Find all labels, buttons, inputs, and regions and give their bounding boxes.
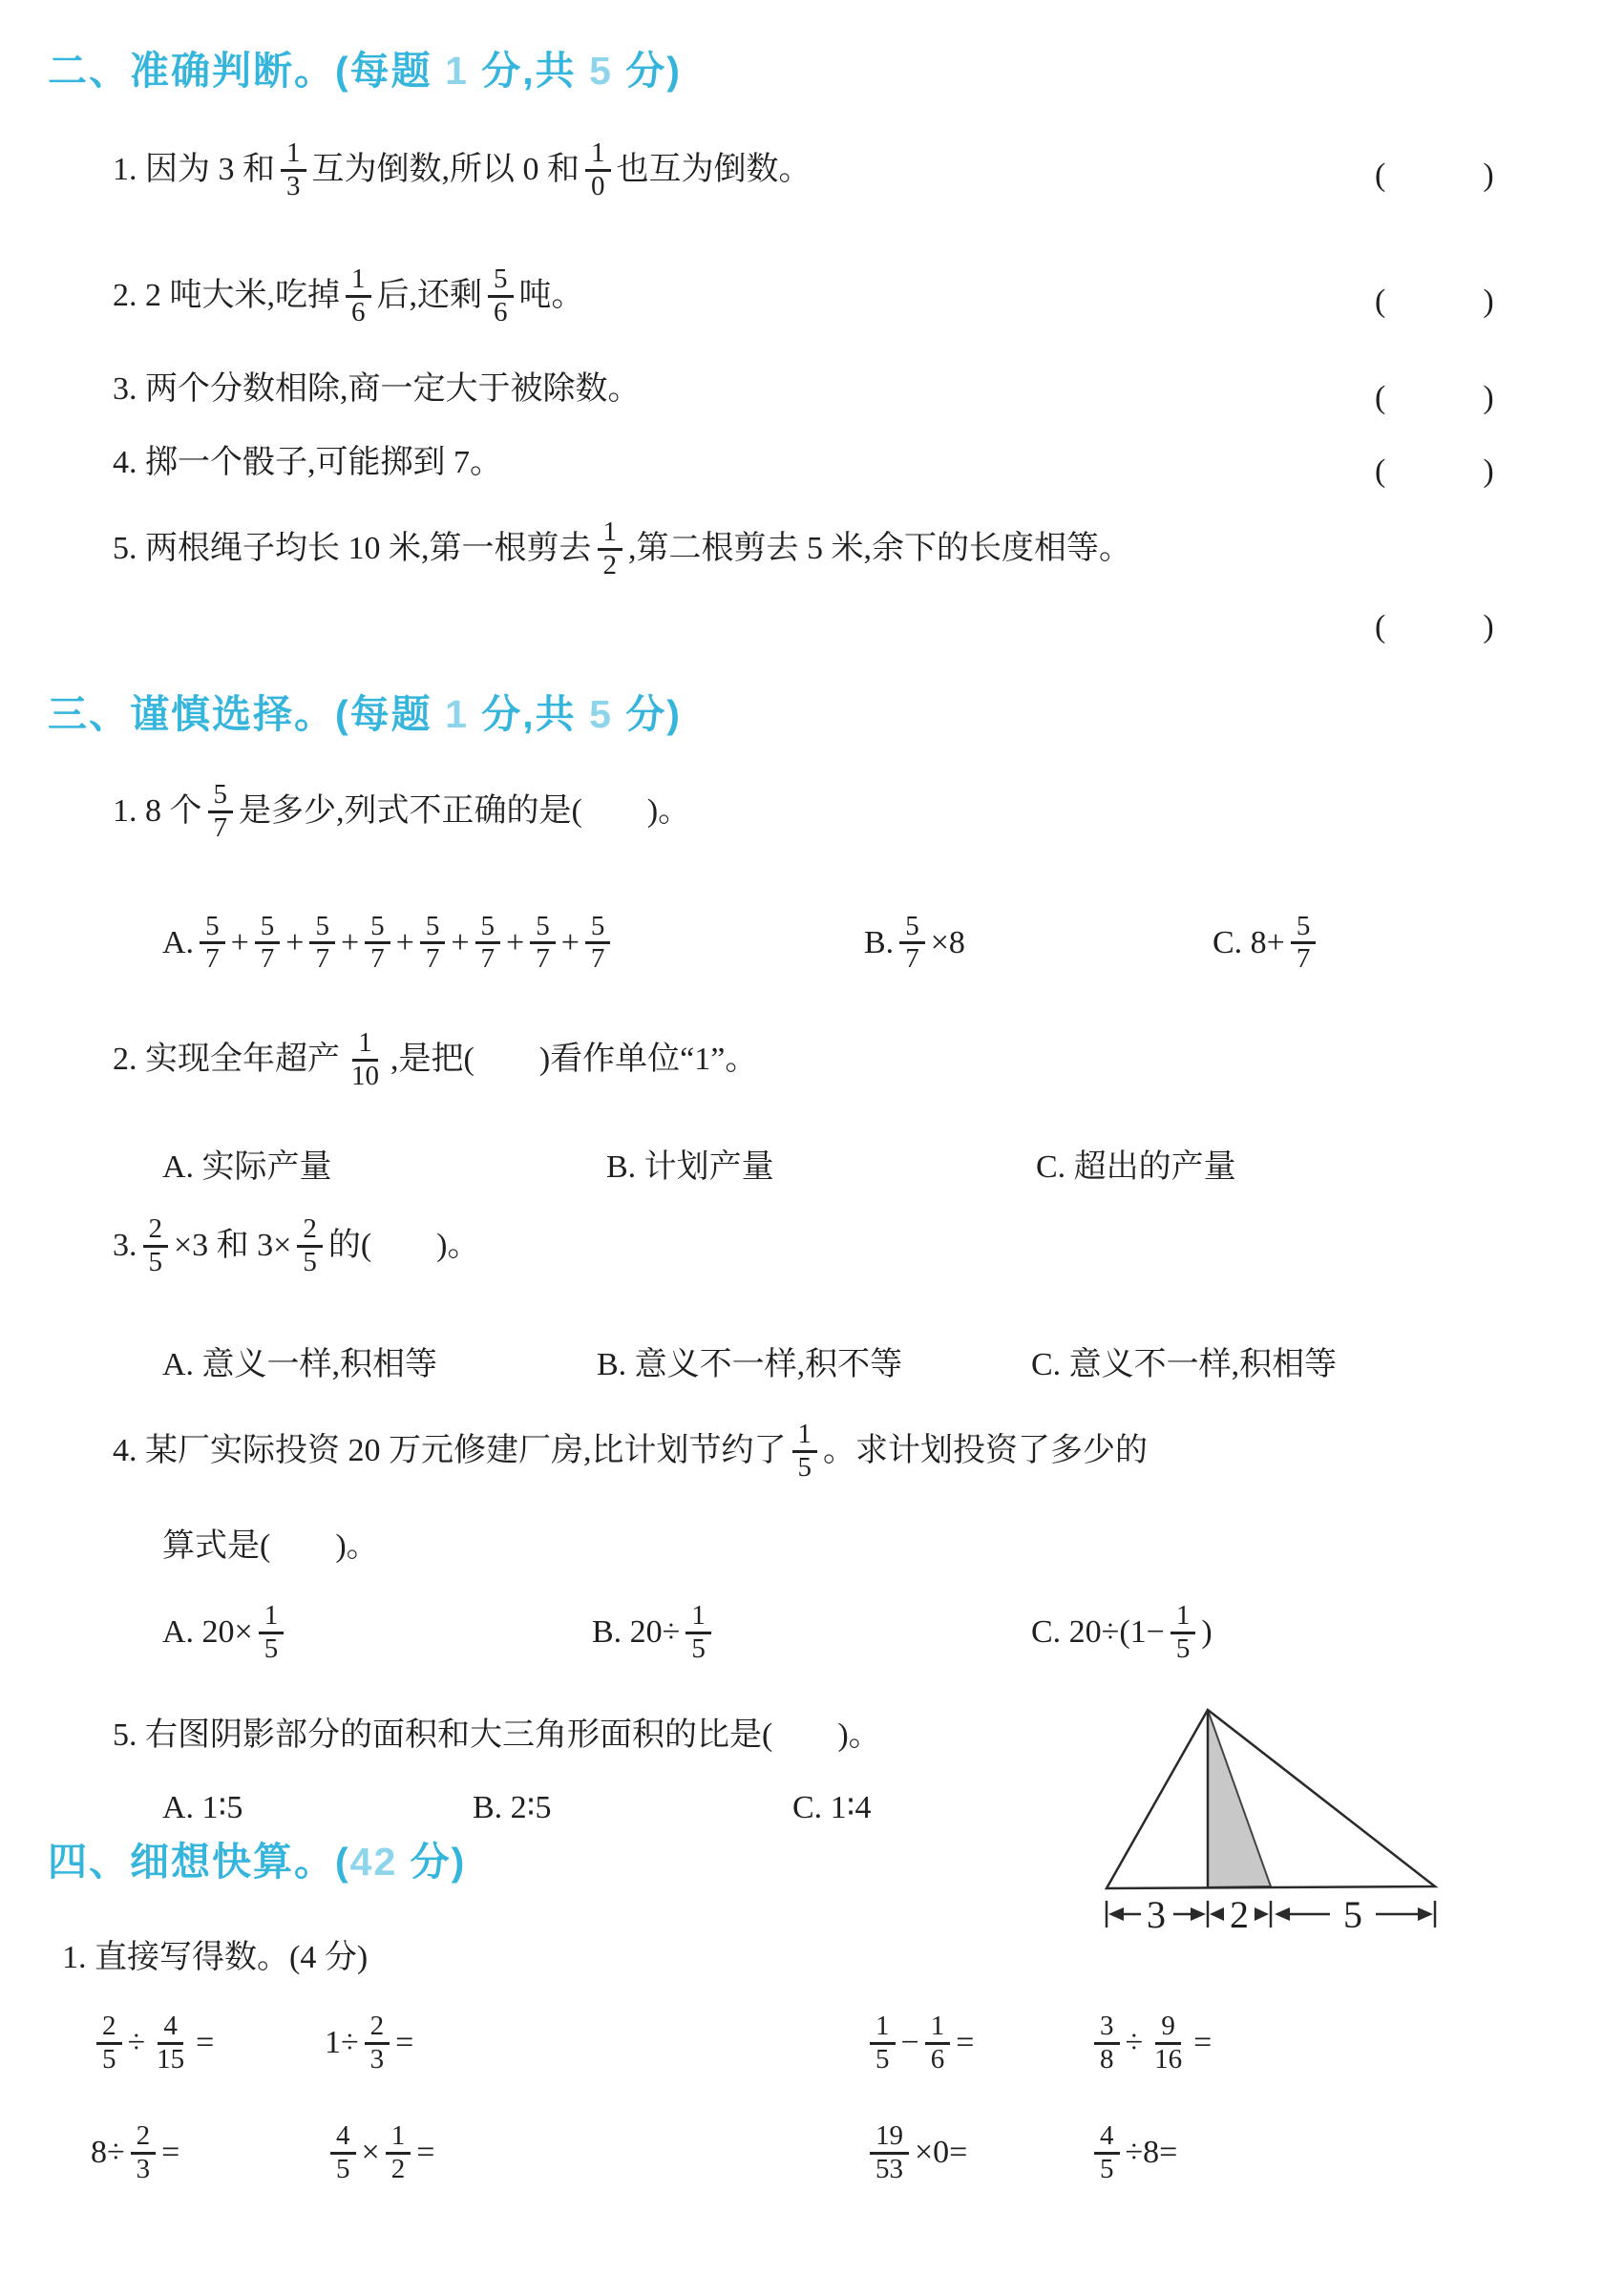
fraction: $\frac{2}{3}$ (365, 2012, 390, 2075)
choice-q1-option-c (1213, 893, 1321, 993)
text-run: 分) (612, 49, 682, 94)
text-run: A. 20× (162, 1614, 253, 1650)
fraction: $\frac{1}{2}$ (386, 2121, 411, 2184)
choice-q2-option-c (1036, 1141, 1236, 1185)
judge-q1 (113, 122, 812, 218)
answer-blank: ( ) (1375, 453, 1494, 489)
text-run: 算式是( )。 (162, 1527, 379, 1564)
fraction: $\frac{5}{7}$ (208, 780, 234, 843)
text-run: + (560, 924, 580, 960)
text-run: = (196, 2025, 215, 2060)
text-run: ÷8= (1125, 2135, 1178, 2170)
choice-q5-option-a (162, 1785, 243, 1829)
choice-q2-option-a (162, 1141, 332, 1185)
section-judge-header (48, 48, 682, 95)
calc-subtitle (62, 1936, 368, 1980)
text-run: B. 意义不一样,积不等 (597, 1346, 903, 1382)
answer-blank: ( ) (1375, 380, 1494, 415)
calc-item-8 (1088, 2105, 1177, 2201)
text-run: C. 意义不一样,积相等 (1031, 1346, 1338, 1382)
fraction: $\frac{4}{5}$ (1094, 2121, 1120, 2184)
text-run: = (1193, 2025, 1213, 2060)
text-run: 3. (113, 1227, 137, 1263)
text-run: + (285, 924, 305, 960)
text-run: A. 1∶5 (162, 1790, 243, 1825)
fraction: $\frac{1}{5}$ (685, 1601, 711, 1664)
text-run: ×0= (915, 2135, 968, 2170)
choice-q5-option-b (473, 1785, 552, 1829)
text-run: B. 20÷ (592, 1614, 681, 1650)
arrow-left (1108, 1907, 1124, 1921)
calc-item-4 (1088, 1995, 1212, 2091)
text-run: 后,还剩 (376, 277, 482, 313)
text-run: 5. 两根绳子均长 10 米,第一根剪去 (113, 530, 592, 566)
text-run: B. 2∶5 (473, 1790, 552, 1825)
judge-q5 (113, 501, 1131, 597)
fraction: $\frac{5}{7}$ (530, 912, 556, 975)
choice-q1-stem (113, 764, 690, 859)
text-run: ,第二根剪去 5 米,余下的长度相等。 (628, 530, 1131, 566)
fraction: $\frac{4}{5}$ (330, 2121, 356, 2184)
shaded-region (1208, 1710, 1271, 1887)
calc-item-6 (325, 2105, 434, 2201)
text-run: ×3 和 3× (174, 1227, 292, 1263)
text-run: 42 (349, 1840, 398, 1885)
fraction: $\frac{5}{7}$ (200, 912, 225, 975)
choice-q1-option-b (864, 893, 965, 993)
arrow-right (1255, 1907, 1269, 1921)
fraction: $\frac{1}{5}$ (792, 1420, 818, 1483)
fraction: $\frac{1}{6}$ (346, 264, 371, 327)
fraction: $\frac{5}{7}$ (420, 912, 446, 975)
arrow-left (1275, 1907, 1290, 1921)
fraction: $\frac{2}{3}$ (131, 2121, 157, 2184)
choice-q3-option-a (162, 1338, 437, 1382)
text-run: + (451, 924, 470, 960)
text-run: 5. 右图阴影部分的面积和大三角形面积的比是( )。 (113, 1717, 881, 1753)
text-run: ,是把( )看作单位“1”。 (390, 1041, 758, 1077)
choice-q4-options (0, 1585, 1624, 1680)
text-run: 每题 (349, 49, 446, 94)
calc-item-2 (325, 1995, 413, 2091)
section-choice-header (48, 691, 682, 739)
text-run: 每题 (349, 692, 446, 737)
choice-q2-option-b (606, 1141, 774, 1185)
fraction: $\frac{2}{5}$ (96, 2012, 122, 2075)
calc-item-1 (91, 1995, 214, 2091)
calc-item-5 (91, 2105, 179, 2201)
text-run: 4. 掷一个骰子,可能掷到 7。 (113, 444, 502, 480)
calc-item-7 (864, 2105, 967, 2201)
fraction: $\frac{5}{7}$ (309, 912, 335, 975)
fraction: $\frac{3}{8}$ (1094, 2012, 1120, 2075)
choice-q4-option-a (162, 1585, 289, 1680)
answer-blank: ( ) (1375, 284, 1494, 319)
choice-q3-stem (113, 1198, 480, 1294)
choice-q5-stem (113, 1714, 881, 1758)
text-run: 8÷ (91, 2135, 125, 2170)
answer-blank: ( ) (1375, 609, 1494, 644)
text-run: ) (1201, 1614, 1213, 1650)
text-run: C. 1∶4 (792, 1790, 872, 1825)
text-run: 。求计划投资了多少的 (823, 1432, 1148, 1468)
text-run: = (416, 2135, 435, 2170)
text-run: 分) (397, 1840, 467, 1885)
judge-q3 (113, 368, 641, 411)
fraction: $\frac{1}{5}$ (259, 1601, 285, 1664)
choice-q2-stem (113, 1012, 757, 1107)
judge-q2 (113, 248, 584, 344)
choice-q4-stem (113, 1403, 1148, 1499)
fraction: $\frac{1}{2}$ (598, 517, 623, 580)
text-run: = (956, 2025, 975, 2060)
text-run: − (900, 2025, 919, 2060)
text-run: 3. 两个分数相除,商一定大于被除数。 (113, 370, 641, 407)
calc-item-3 (864, 1995, 974, 2091)
text-run: 5 (589, 49, 613, 94)
text-run: A. (162, 924, 195, 960)
text-run: + (506, 924, 525, 960)
fraction: $\frac{5}{7}$ (475, 912, 501, 975)
text-run: C. 超出的产量 (1036, 1148, 1236, 1185)
fraction: $\frac{5}{7}$ (585, 912, 611, 975)
fraction: $\frac{1}{0}$ (585, 138, 611, 201)
triangle-figure (1093, 1697, 1475, 1938)
fraction: $\frac{1}{6}$ (925, 2012, 951, 2075)
text-run: 互为倒数,所以 0 和 (311, 151, 580, 187)
big-triangle (1107, 1710, 1435, 1888)
arrow-right (1191, 1907, 1206, 1921)
text-run: 5 (589, 692, 613, 737)
text-run: 也互为倒数。 (616, 151, 812, 187)
text-run: 三、谨慎选择。( (48, 692, 350, 737)
text-run: ×8 (930, 924, 965, 960)
text-run: C. 8+ (1213, 924, 1285, 960)
choice-q2-options (0, 1141, 1624, 1185)
text-run: 1. 8 个 (113, 792, 202, 829)
text-run: 1. 因为 3 和 (113, 151, 275, 187)
choice-q1-option-a (162, 893, 616, 993)
fraction: $\frac{5}{7}$ (1291, 912, 1317, 975)
fraction: $\frac{5}{7}$ (365, 912, 390, 975)
arrow-left (1210, 1907, 1224, 1921)
text-run: 吨。 (518, 277, 584, 313)
text-run: 1 (445, 692, 469, 737)
choice-q3-option-b (597, 1338, 902, 1382)
fraction: $\frac{5}{7}$ (899, 912, 925, 975)
section-calc-header (48, 1839, 466, 1886)
choice-q1-options (0, 893, 1624, 993)
dim-label-5: 5 (1343, 1893, 1362, 1936)
fraction: $\frac{19}{53}$ (870, 2121, 909, 2184)
text-run: 1 (445, 49, 469, 94)
choice-q5-option-c (792, 1785, 872, 1829)
text-run: = (161, 2135, 180, 2170)
fraction: $\frac{5}{7}$ (255, 912, 281, 975)
choice-q4-option-b (592, 1585, 717, 1680)
choice-q3-options (0, 1338, 1624, 1382)
text-run: + (395, 924, 414, 960)
fraction: $\frac{9}{16}$ (1154, 2011, 1183, 2075)
text-run: × (361, 2135, 380, 2170)
fraction: $\frac{4}{15}$ (157, 2011, 185, 2075)
choice-q4-stem-line2 (162, 1525, 379, 1569)
fraction: $\frac{2}{5}$ (297, 1214, 323, 1277)
text-run: ÷ (127, 2025, 146, 2060)
dim-label-3: 3 (1147, 1893, 1166, 1936)
text-run: 的( )。 (327, 1227, 480, 1263)
calc-row-2 (0, 2105, 1624, 2201)
text-run: 分,共 (468, 49, 590, 94)
choice-q4-option-c (1031, 1585, 1213, 1680)
text-run: 1. 直接写得数。(4 分) (62, 1939, 369, 1975)
fraction: $\frac{1}{3}$ (281, 138, 306, 201)
dim-label-2: 2 (1230, 1893, 1249, 1936)
fraction: $\frac{1}{10}$ (351, 1027, 379, 1091)
text-run: 分,共 (468, 692, 590, 737)
text-run: 分) (612, 692, 682, 737)
text-run: + (230, 924, 249, 960)
text-run: B. 计划产量 (606, 1148, 774, 1185)
text-run: 2. 实现全年超产 (113, 1041, 340, 1077)
text-run: 1÷ (325, 2025, 359, 2060)
text-run: 二、准确判断。( (48, 49, 350, 94)
text-run: + (340, 924, 360, 960)
text-run: 是多少,列式不正确的是( )。 (239, 792, 691, 829)
text-run: ÷ (1125, 2025, 1144, 2060)
text-run: 2. 2 吨大米,吃掉 (113, 277, 340, 313)
text-run: C. 20÷(1− (1031, 1614, 1165, 1650)
text-run: B. (864, 924, 895, 960)
text-run: A. 意义一样,积相等 (162, 1346, 438, 1382)
fraction: $\frac{5}{6}$ (488, 264, 514, 327)
answer-blank: ( ) (1375, 158, 1494, 193)
text-run: 四、细想快算。( (48, 1840, 350, 1885)
fraction: $\frac{1}{5}$ (1171, 1601, 1196, 1664)
text-run: A. 实际产量 (162, 1148, 332, 1185)
calc-row-1 (0, 1995, 1624, 2091)
judge-q4 (113, 441, 502, 485)
choice-q3-option-c (1031, 1338, 1337, 1382)
text-run: 4. 某厂实际投资 20 万元修建厂房,比计划节约了 (113, 1432, 787, 1468)
text-run: = (395, 2025, 414, 2060)
fraction: $\frac{2}{5}$ (143, 1214, 169, 1277)
fraction: $\frac{1}{5}$ (870, 2012, 896, 2075)
arrow-right (1418, 1907, 1433, 1921)
